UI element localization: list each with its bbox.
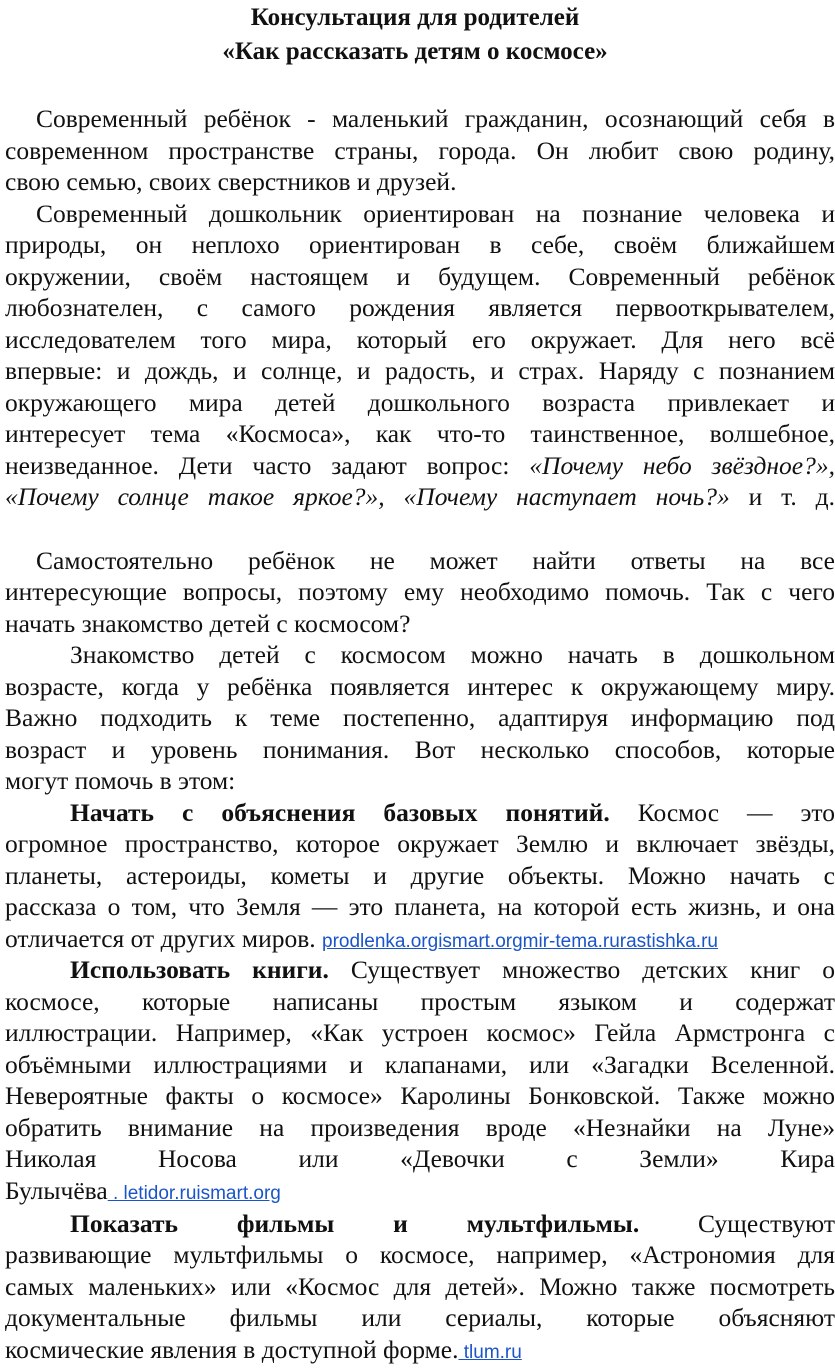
paragraph-line: иллюстрации. Например, «Как устроен космос» Гейла Армстронга с (5, 1018, 835, 1047)
document-subtitle: «Как рассказать детям о космосе» (222, 38, 608, 65)
paragraph-line: Николая Носова или «Девочки с Земли» Кира (5, 1144, 835, 1173)
paragraph-line: объёмными иллюстрациями и клапанами, или «Загадки Вселенной. (5, 1050, 835, 1079)
paragraph-line (5, 450, 835, 481)
paragraph-line: современном пространстве страны, города. Он любит свою родину, (5, 136, 835, 165)
paragraph-line: исследователем того мира, который его окружает. Для него всё (5, 325, 835, 354)
paragraph-line: Важно подходить к теме постепенно, адаптируя информацию под (5, 703, 835, 732)
section-heading-line (70, 1208, 835, 1239)
paragraph-line: интересующие вопросы, поэтому ему необходимо помочь. Так с чего (5, 577, 835, 606)
section-heading-line (70, 954, 835, 985)
paragraph-line: интересует тема «Космоса», как что-то таинственное, волшебное, (5, 419, 835, 448)
paragraph-line (5, 481, 835, 512)
paragraph-line: свою семью, своих сверстников и друзей. (5, 167, 457, 196)
paragraph-line: возрасте, когда у ребёнка появляется интерес к окружающему миру. (5, 672, 835, 701)
paragraph-line: документальные фильмы или сериалы, которые объясняют (5, 1303, 835, 1332)
paragraph-line: космосе, которые написаны простым языком и содержат (5, 987, 835, 1016)
paragraph-line: Современный ребёнок - маленький гражданин, осознающий себя в (36, 104, 835, 133)
paragraph-line: развивающие мультфильмы о космосе, например, «Астрономия для (5, 1240, 835, 1269)
paragraph-line: огромное пространство, которое окружает Землю и включает звёзды, (5, 829, 835, 858)
section-heading: Показать фильмы и мультфильмы. (70, 1209, 640, 1238)
text-span: неизведанное. Дети часто задают вопрос: (5, 451, 530, 480)
document-title: Консультация для родителей (250, 4, 580, 31)
paragraph-line: рассказа о том, что Земля — это планета, на которой есть жизнь, и она (5, 892, 835, 921)
section-heading-line (70, 797, 835, 828)
source-link[interactable]: . letidor.ruismart.org (107, 1183, 281, 1204)
text-span: космические явления в доступной форме. (5, 1335, 459, 1364)
source-link[interactable]: prodlenka.orgismart.orgmir-tema.rurastishka.ru (322, 931, 718, 952)
paragraph-line: могут помочь в этом: (5, 766, 236, 795)
question-quote: «Почему небо звёздное?», (529, 451, 835, 480)
paragraph-line (5, 1175, 835, 1209)
paragraph-line: Знакомство детей с космосом можно начать в дошкольном (70, 640, 835, 669)
source-link[interactable]: tlum.ru (458, 1342, 522, 1363)
text-span: отличается от других миров. (5, 924, 316, 953)
paragraph-line: окружении, своём настоящем и будущем. Современный ребёнок (5, 262, 835, 291)
paragraph-line: самых маленьких» или «Космос для детей». Можно также посмотреть (5, 1272, 835, 1301)
question-quote: «Почему солнце такое яркое?», «Почему наступает ночь?» (5, 482, 730, 511)
paragraph-line: Современный дошкольник ориентирован на познание человека и (36, 199, 835, 228)
section-heading: Использовать книги. (70, 955, 329, 984)
text-span: и т. д. (729, 482, 835, 511)
section-heading: Начать с объяснения базовых понятий. (70, 798, 610, 827)
paragraph-line (5, 923, 835, 957)
paragraph-line: начать знакомство детей с космосом? (5, 609, 411, 638)
paragraph-line: Невероятные факты о космосе» Каролины Бонковской. Также можно (5, 1081, 835, 1110)
text-span: Существуют (639, 1209, 835, 1238)
paragraph-line: любознателен, с самого рождения является первооткрывателем, (5, 293, 835, 322)
text-span: Космос — это (609, 798, 835, 827)
paragraph-line: планеты, астероиды, кометы и другие объекты. Можно начать с (5, 861, 835, 890)
paragraph-line: природы, он неплохо ориентирован в себе, своём ближайшем (5, 230, 835, 259)
paragraph-line: впервые: и дождь, и солнце, и радость, и страх. Наряду с познанием (5, 356, 835, 385)
paragraph-line: окружающего мира детей дошкольного возраста привлекает и (5, 388, 835, 417)
text-span: Булычёва (5, 1176, 108, 1205)
text-span: Существует множество детских книг о (328, 955, 835, 984)
paragraph-line (5, 1334, 835, 1368)
paragraph-line: Самостоятельно ребёнок не может найти ответы на все (36, 546, 835, 575)
paragraph-line: обратить внимание на произведения вроде «Незнайки на Луне» (5, 1113, 835, 1142)
paragraph-line: возраст и уровень понимания. Вот несколько способов, которые (5, 735, 835, 764)
